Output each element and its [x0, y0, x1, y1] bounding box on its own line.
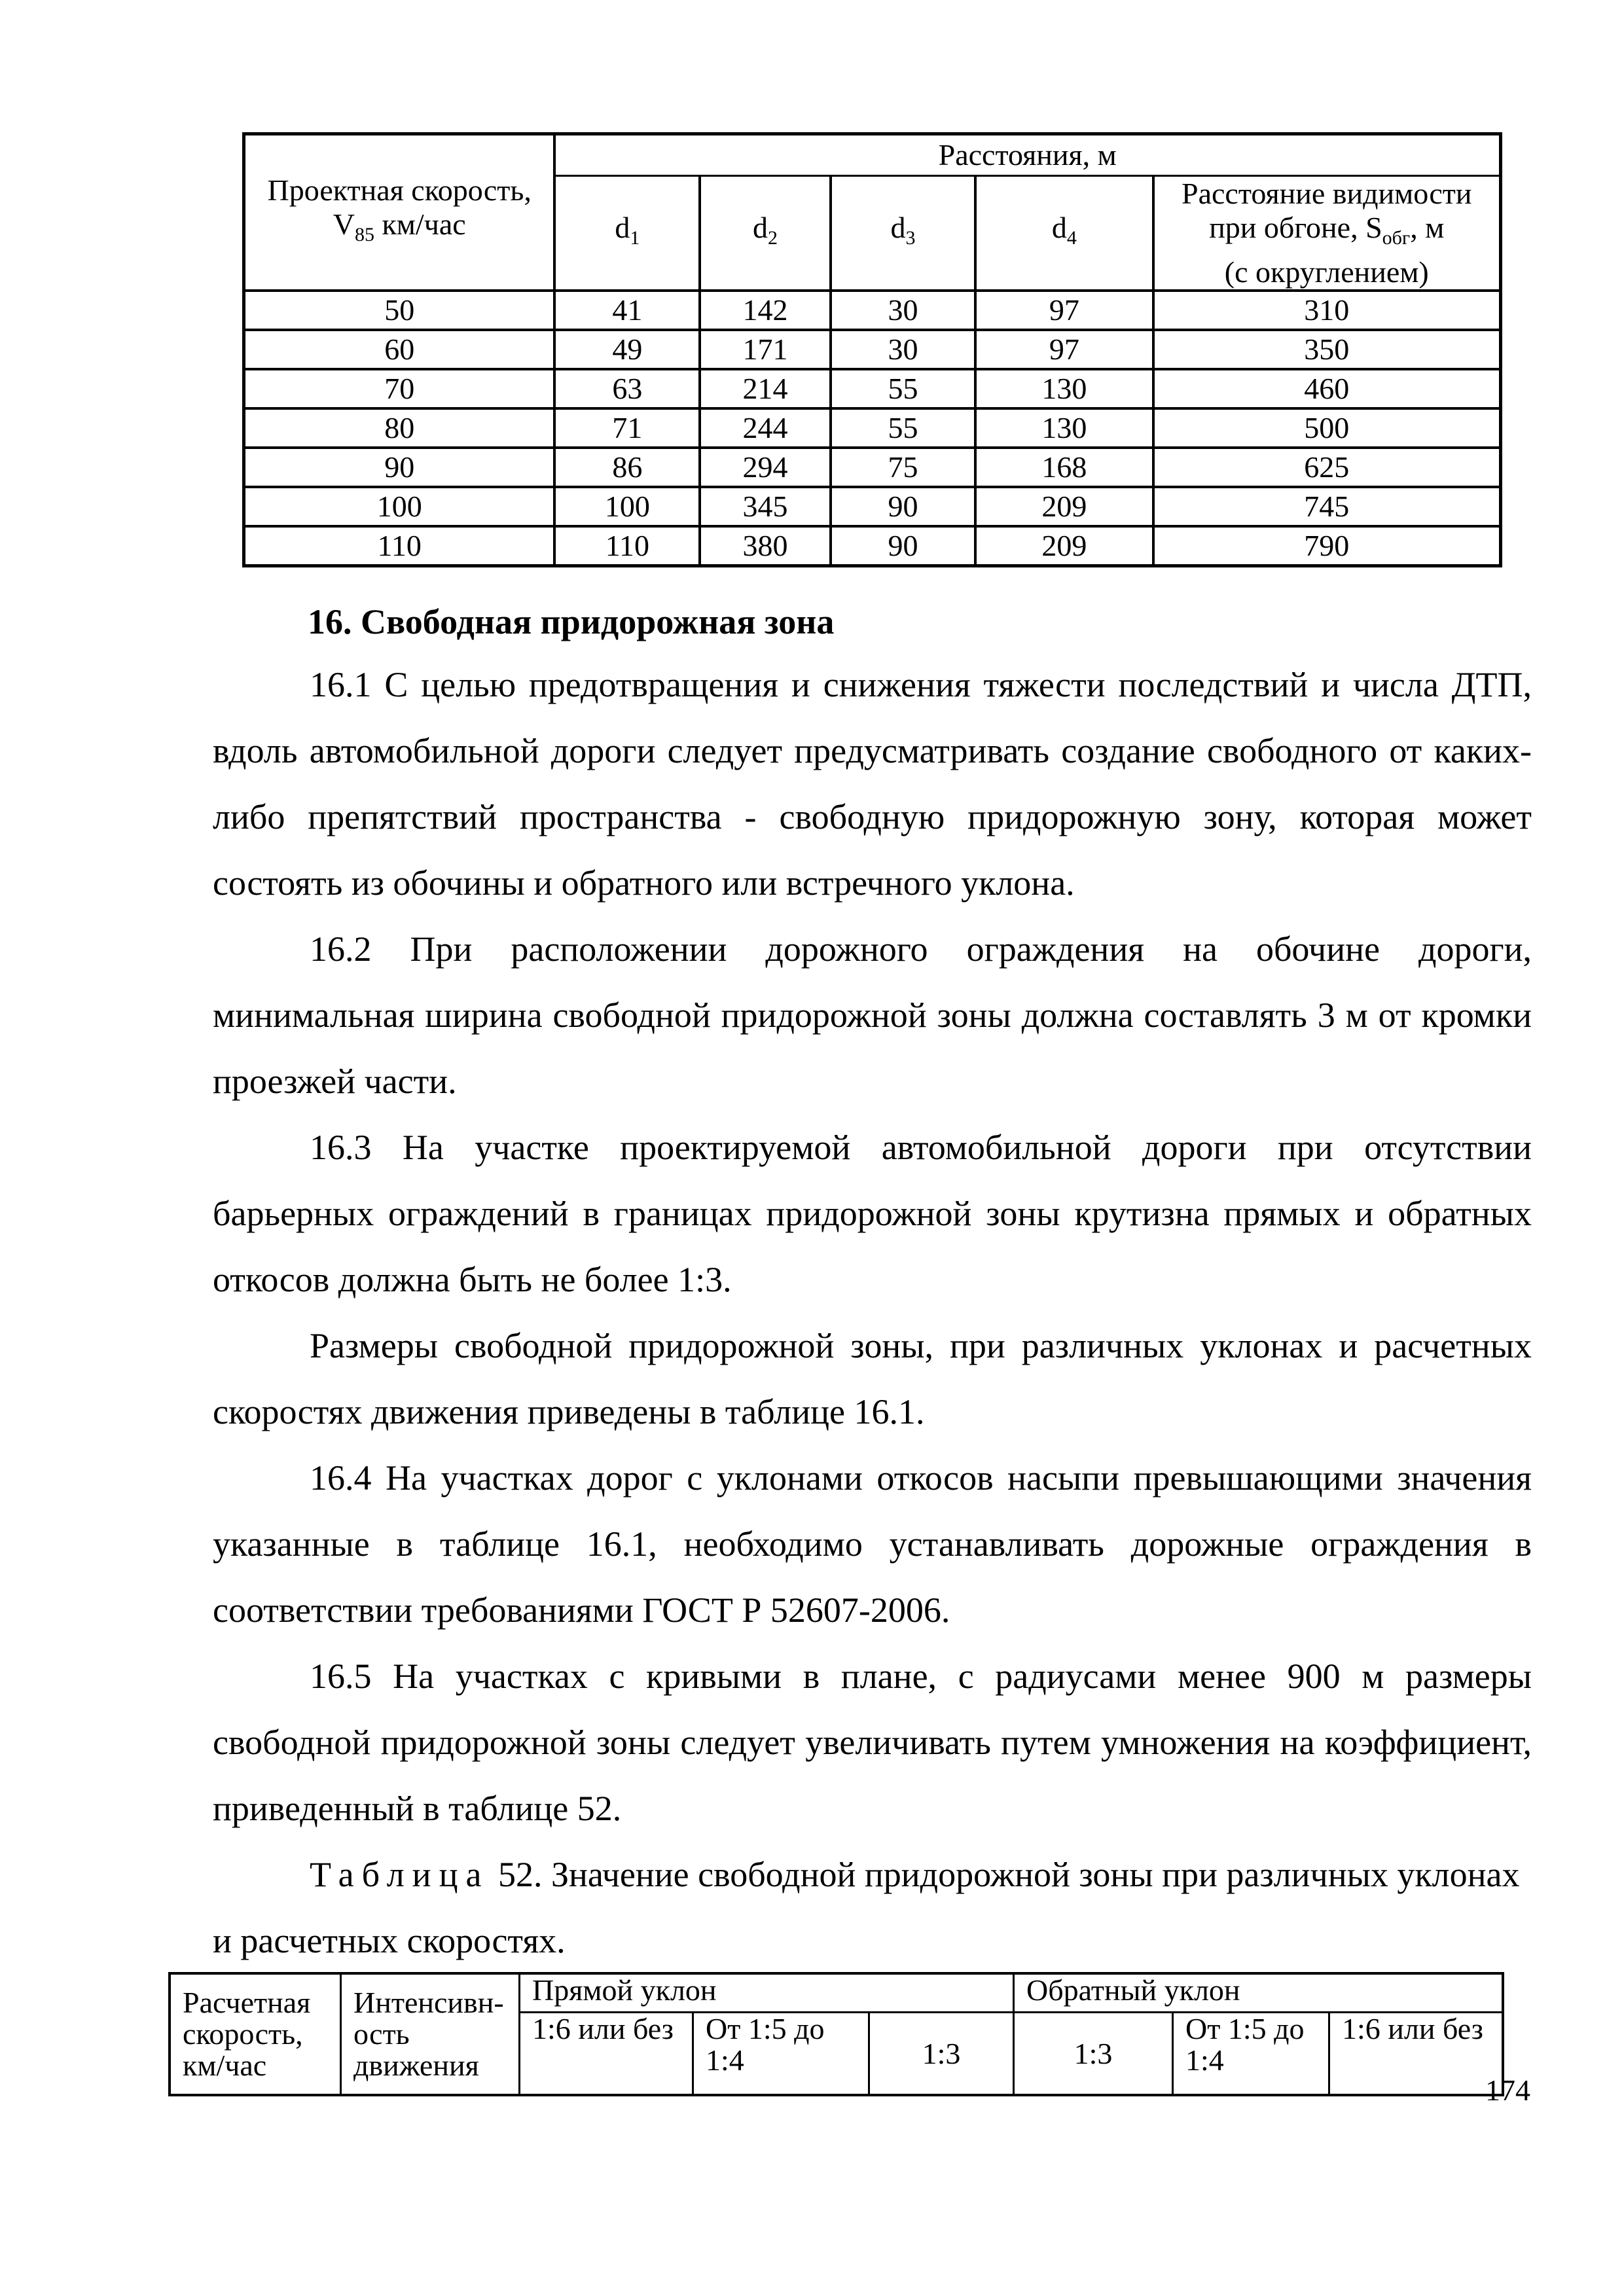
distances-header: Расстояния, м	[554, 134, 1500, 176]
table-row: 90 86 294 75 168 625	[244, 448, 1501, 487]
table-row: 110 110 380 90 209 790	[244, 526, 1501, 566]
direct-slope-1-5: От 1:5 до 1:4	[693, 2013, 869, 2096]
table-row: 50 41 142 30 97 310	[244, 291, 1501, 330]
table-row: 70 63 214 55 130 460	[244, 369, 1501, 408]
section-title: 16. Свободная придорожная зона	[308, 602, 835, 641]
table-52-caption	[213, 1842, 1532, 1974]
d4-header: $d_4$	[975, 176, 1153, 291]
direct-slope-1-6: 1:6 или без	[520, 2013, 693, 2096]
reverse-slope-1-6: 1:6 или без	[1329, 2013, 1504, 2096]
speed-column-header: Расчетная скорость, км/час	[170, 1973, 341, 2095]
d1-header: $d_1$	[554, 176, 700, 291]
direct-slope-header: Прямой уклон	[520, 1973, 1014, 2013]
reverse-slope-1-3: 1:3	[1014, 2013, 1173, 2096]
table-caption-text: 52. Значение свободной придорожной зоны при различных уклонах и расчетных скоростях.	[213, 1855, 1520, 1960]
d3-header: $d_3$	[831, 176, 976, 291]
table-caption-word: Таблица	[310, 1855, 490, 1894]
paragraph-16-4: 16.4 На участках дорог с уклонами откосов насыпи превышающими значения указанные в таблице 16.1, необходимо устанавливать дорожные ограждения в соответствии требованиями ГОСТ Р 52607-2006.	[213, 1458, 1532, 1630]
visibility-header: Расстояние видимости при обгоне, $S_{обг}$, м (с округлением)	[1153, 176, 1501, 291]
d2-header: $d_2$	[700, 176, 830, 291]
speed-header-line2: $V_{85}$ км/час	[333, 207, 466, 245]
paragraph-16-1: 16.1 С целью предотвращения и снижения тяжести последствий и числа ДТП, вдоль автомобильной дороги следует предусматривать создание свободного от каких-либо препятствий пространства - свободную придорожную зону, которая может состоять из обочины и обратного или встречного уклона.	[213, 665, 1532, 903]
direct-slope-1-3: 1:3	[869, 2013, 1014, 2096]
speed-header-line1: Проектная скорость,	[267, 173, 532, 207]
paragraph-16-5: 16.5 На участках с кривыми в плане, с радиусами менее 900 м размеры свободной придорожной зоны следует увеличивать путем умножения на коэффициент, приведенный в таблице 52.	[213, 1657, 1532, 1828]
paragraph-sizes: Размеры свободной придорожной зоны, при различных уклонах и расчетных скоростях движения приведены в таблице 16.1.	[213, 1326, 1532, 1431]
reverse-slope-header: Обратный уклон	[1014, 1973, 1504, 2013]
intensity-column-header: Интенсивн-ость движения	[341, 1973, 520, 2095]
table-row: 100 100 345 90 209 745	[244, 487, 1501, 526]
sight-distance-table	[242, 132, 1502, 567]
paragraph-16-3: 16.3 На участке проектируемой автомобильной дороги при отсутствии барьерных ограждений в границах придорожной зоны крутизна прямых и обратных откосов должна быть не более 1:3.	[213, 1128, 1532, 1299]
roadside-zone-table	[168, 1972, 1504, 2096]
paragraph-16-2: 16.2 При расположении дорожного ограждения на обочине дороги, минимальная ширина свободной придорожной зоны должна составлять 3 м от кромки проезжей части.	[213, 929, 1532, 1101]
page-number: 174	[1485, 2073, 1530, 2107]
speed-header	[244, 134, 555, 291]
table-row: 80 71 244 55 130 500	[244, 408, 1501, 448]
table-row: 60 49 171 30 97 350	[244, 330, 1501, 369]
reverse-slope-1-5: От 1:5 до 1:4	[1173, 2013, 1329, 2096]
